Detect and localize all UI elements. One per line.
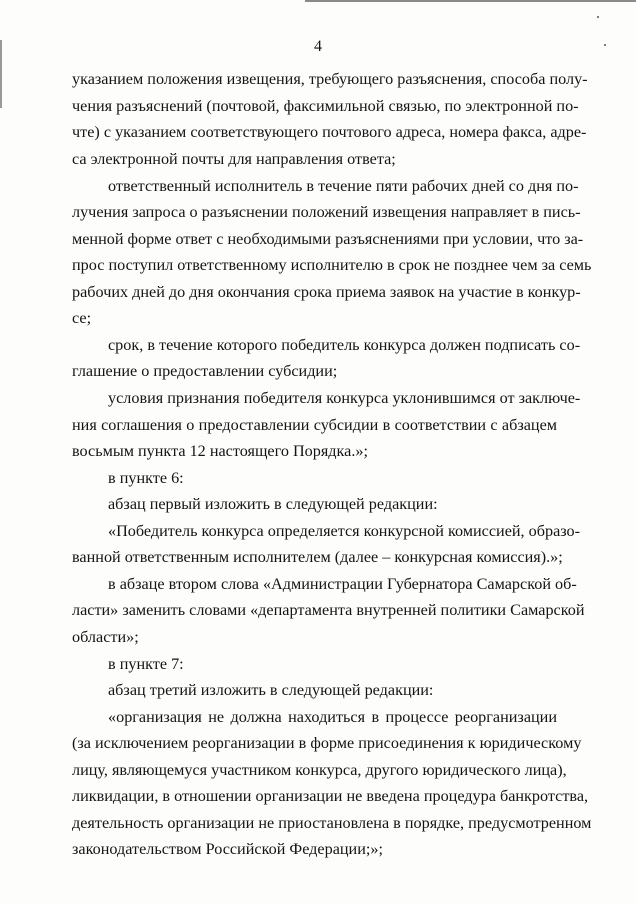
text-line: деятельность организации не приостановлена в порядке, предусмотренном	[72, 814, 592, 832]
page-number: 4	[314, 38, 322, 55]
text-line: в пункте 6:	[108, 469, 184, 487]
scan-border-top	[305, 0, 636, 2]
text-line: в абзаце втором слова «Администрации Губернатора Самарской об-	[108, 575, 577, 593]
text-line: законодательством Российской Федерации;»;	[72, 840, 383, 858]
text-line: менной форме ответ с необходимыми разъяснениями при условии, что за-	[72, 230, 584, 248]
text-line: ния соглашения о предоставлении субсидии в соответствии с абзацем	[72, 416, 557, 434]
text-line: «Победитель конкурса определяется конкурсной комиссией, образо-	[108, 522, 581, 540]
text-line: области»;	[72, 628, 139, 646]
text-line: ванной ответственным исполнителем (далее – конкурсная комиссия).»;	[72, 548, 563, 566]
text-line: восьмым пункта 12 настоящего Порядка.»;	[72, 442, 368, 460]
text-line: ликвидации, в отношении организации не введена процедура банкротства,	[72, 787, 589, 805]
text-line: в пункте 7:	[108, 655, 184, 673]
scan-speck	[597, 16, 599, 18]
text-line: чте) с указанием соответствующего почтового адреса, номера факса, адре-	[72, 123, 587, 141]
text-line: чения разъяснений (почтовой, факсимильной связью, по электронной по-	[72, 97, 579, 115]
text-line: ласти» заменить словами «департамента внутренней политики Самарской	[72, 601, 585, 619]
text-line: условия признания победителя конкурса уклонившимся от заключе-	[108, 389, 581, 407]
text-line: рабочих дней до дня окончания срока приема заявок на участие в конкур-	[72, 283, 581, 301]
text-line: (за исключением реорганизации в форме присоединения к юридическому	[72, 734, 582, 752]
text-line: се;	[72, 309, 92, 327]
text-line: срок, в течение которого победитель конкурса должен подписать со-	[108, 336, 581, 354]
text-line: лучения запроса о разъяснении положений извещения направляет в пись-	[72, 203, 581, 221]
text-line: «организация не должна находиться в процессе реорганизации	[108, 708, 557, 726]
text-line: ответственный исполнитель в течение пяти рабочих дней со дня по-	[108, 177, 579, 195]
text-line: лицу, являющемуся участником конкурса, другого юридического лица),	[72, 761, 567, 779]
text-line: прос поступил ответственному исполнителю в срок не позднее чем за семь	[72, 256, 592, 274]
text-line: абзац третий изложить в следующей редакции:	[108, 681, 434, 699]
text-line: глашение о предоставлении субсидии;	[72, 362, 338, 380]
text-line: са электронной почты для направления ответа;	[72, 150, 396, 168]
text-line: абзац первый изложить в следующей редакции:	[108, 495, 438, 513]
text-line: указанием положения извещения, требующего разъяснения, способа полу-	[72, 70, 588, 88]
